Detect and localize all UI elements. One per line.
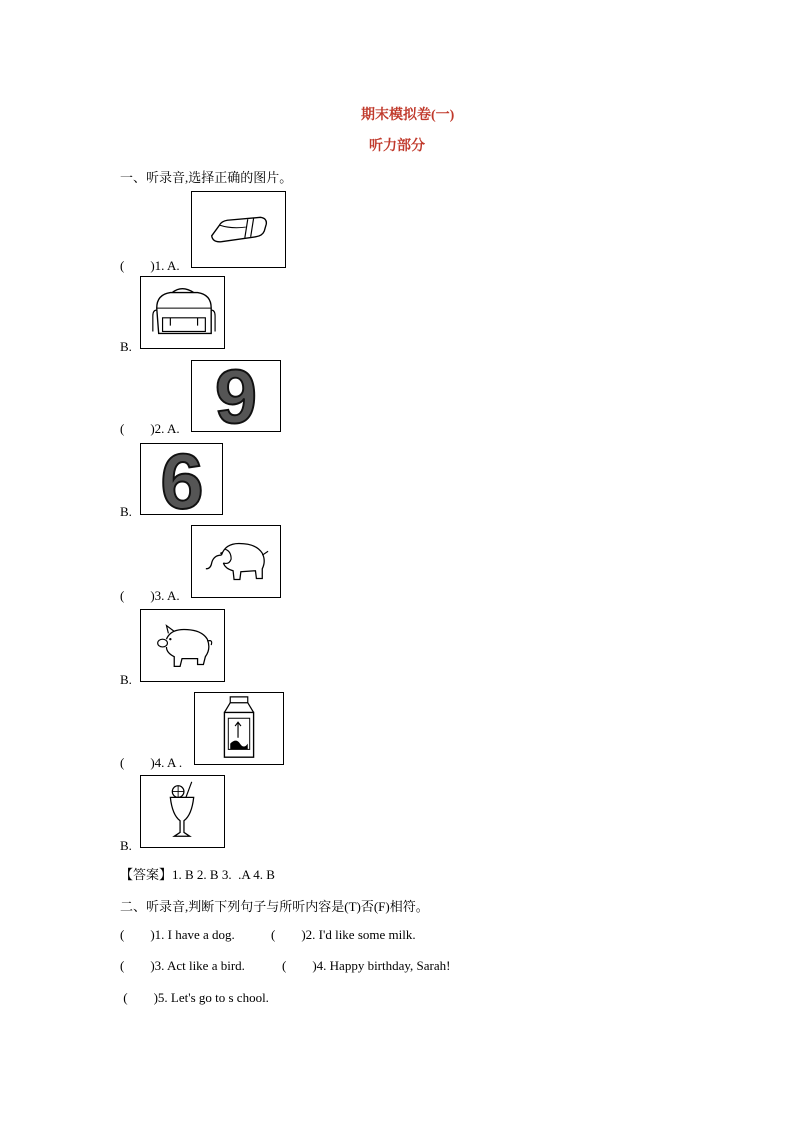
section2-item-2: ( )2. I'd like some milk.	[271, 927, 416, 942]
section2-item-1: ( )1. I have a dog.	[120, 927, 235, 942]
juice-glass-icon	[141, 776, 224, 847]
section2-item-4: ( )4. Happy birthday, Sarah!	[282, 958, 451, 973]
section2-heading: 二、听录音,判断下列句子与所听内容是(T)否(F)相符。	[120, 899, 429, 914]
q1-option-b-label: B.	[120, 339, 132, 354]
q1-option-a-image	[191, 191, 286, 268]
section2-item-3: ( )3. Act like a bird.	[120, 958, 245, 973]
q2-option-b-label: B.	[120, 504, 132, 519]
section1-heading: 一、听录音,选择正确的图片。	[120, 170, 293, 185]
section1-answer: 【答案】1. B 2. B 3. .A 4. B	[120, 867, 275, 882]
digit-six: 6	[160, 444, 204, 514]
q4-option-a-image	[194, 692, 284, 765]
q2-stem: ( )2. A.	[120, 421, 180, 436]
q4-option-b-image	[140, 775, 225, 848]
q3-option-b-image	[140, 609, 225, 682]
q4-option-b-label: B.	[120, 838, 132, 853]
schoolbag-icon	[141, 277, 224, 348]
q3-option-b-label: B.	[120, 672, 132, 687]
page-title: 期末模拟卷(一)	[361, 108, 455, 123]
q2-option-a-image	[191, 360, 281, 432]
milk-carton-icon	[195, 693, 283, 764]
q3-stem: ( )3. A.	[120, 588, 180, 603]
number-nine-icon	[192, 361, 280, 431]
q4-stem: ( )4. A .	[120, 755, 183, 770]
page-subtitle: 听力部分	[369, 139, 425, 154]
q1-option-b-image	[140, 276, 225, 349]
q3-option-a-image	[191, 525, 281, 598]
pig-icon	[141, 610, 224, 681]
section2-item-5: ( )5. Let's go to s chool.	[120, 990, 269, 1005]
q1-stem: ( )1. A.	[120, 258, 180, 273]
number-six-icon	[141, 444, 222, 514]
q2-option-b-image	[140, 443, 223, 515]
digit-nine: 9	[214, 361, 258, 431]
elephant-icon	[192, 526, 280, 597]
eraser-icon	[192, 192, 285, 267]
